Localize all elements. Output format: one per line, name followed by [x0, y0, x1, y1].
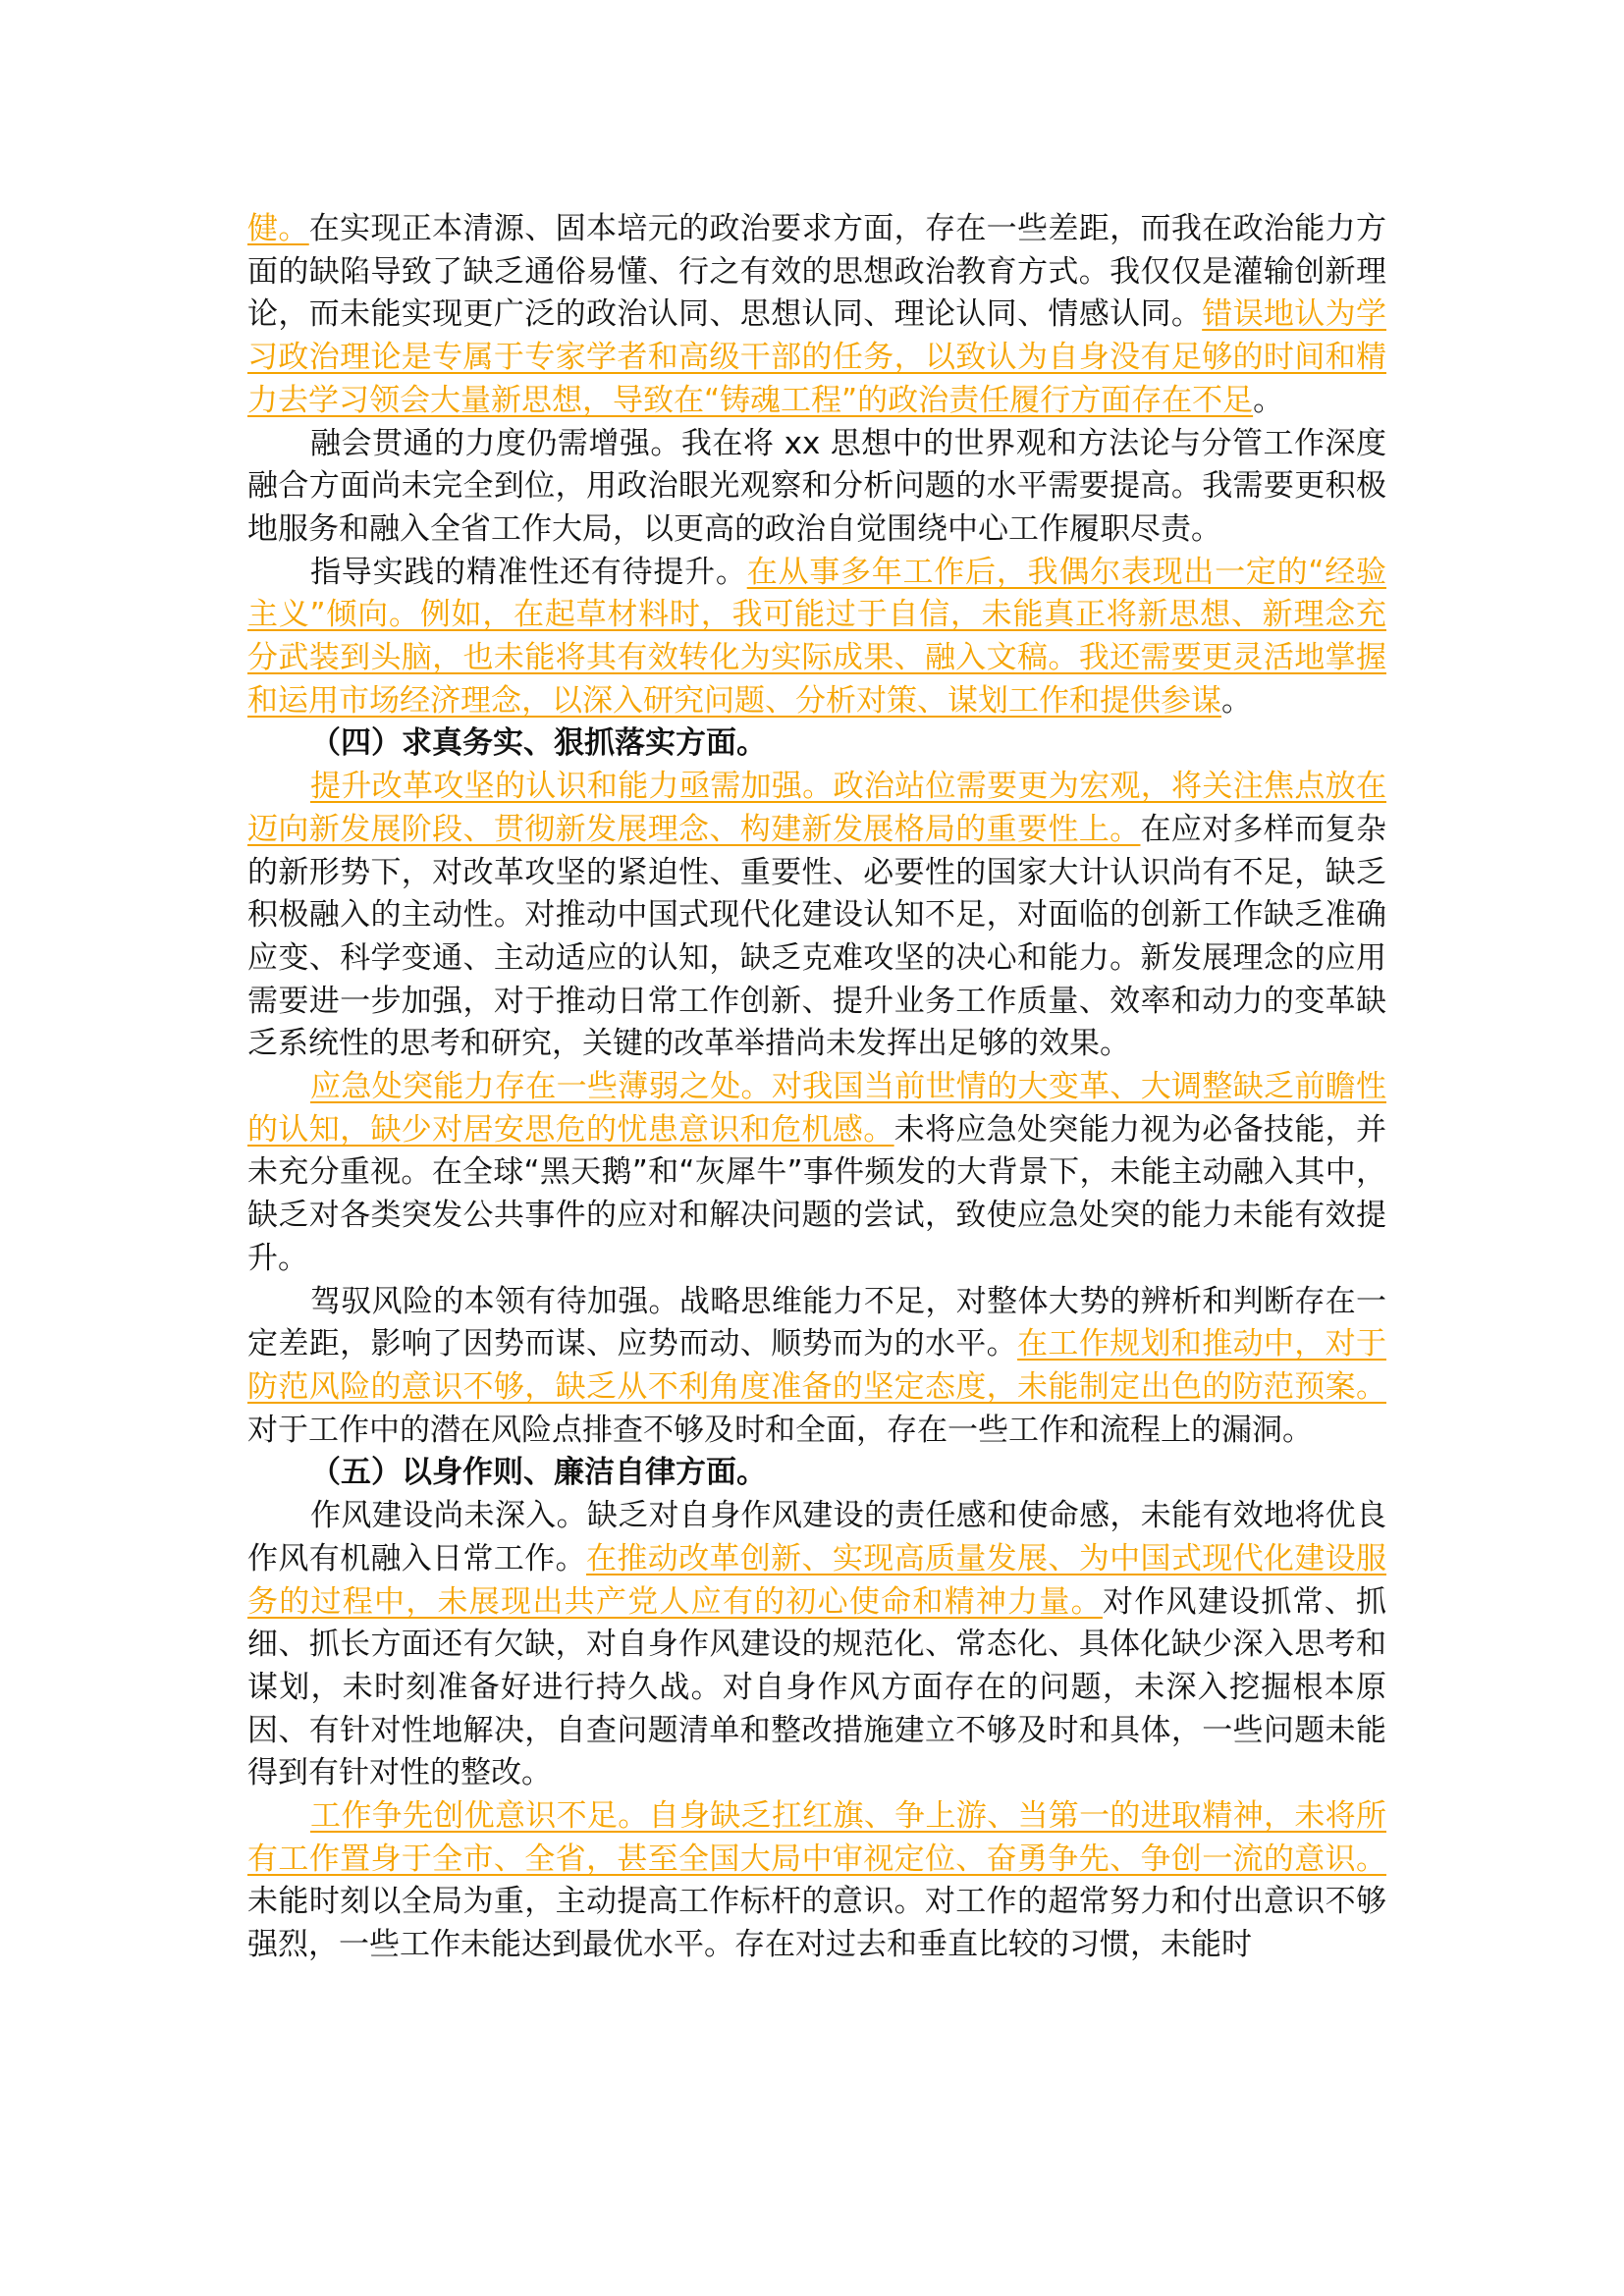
highlighted-text: 在推动改革创新、实现高质量发展、为中国式现代化建设服务的过程中，未展现出共产党人应有的初心使命和精神力量。: [247, 1540, 1387, 1620]
body-text: 在实现正本清源、固本培元的政治要求方面，存在一些差距，而我在政治能力方面的缺陷导致了缺乏通俗易懂、行之有效的思想政治教育方式。我仅仅是灌输创新理论，而未能实现更广泛的政治认同、思想认同、理论认同、情感认同。: [247, 211, 1387, 333]
body-text: 指导实践的精准性还有待提升。: [310, 554, 747, 590]
section-heading-five: （五）以身作则、廉洁自律方面。: [310, 1455, 767, 1491]
body-text: 未能时刻以全局为重，主动提高工作标杆的意识。对工作的超常努力和付出意识不够强烈，一些工作未能达到最优水平。存在对过去和垂直比较的习惯，未能时: [247, 1884, 1386, 1963]
paragraph-emergency: [247, 1066, 1386, 1281]
paragraph-practice-precision: [247, 552, 1386, 723]
body-text: 在应对多样而复杂的新形势下，对改革攻坚的紧迫性、重要性、必要性的国家大计认识尚有不足，缺乏积极融入的主动性。对推动中国式现代化建设认知不足，对面临的创新工作缺乏准确应变、科学变通、主动适应的认知，缺乏克难攻坚的决心和能力。新发展理念的应用需要进一步加强，对于推动日常工作创新、提升业务工作质量、效率和动力的变革缺乏系统性的思考和研究，关键的改革举措尚未发挥出足够的效果。: [247, 811, 1386, 1062]
body-text: 融会贯通的力度仍需增强。我在将 xx 思想中的世界观和方法论与分管工作深度融合方面尚未完全到位，用政治眼光观察和分析问题的水平需要提高。我需要更积极地服务和融入全省工作大局，以更高的政治自觉围绕中心工作履职尽责。: [247, 425, 1386, 547]
paragraph-integration: [247, 423, 1386, 552]
body-text: 。: [1253, 382, 1284, 418]
highlighted-text: 提升改革攻坚的认识和能力亟需加强。政治站位需要更为宏观，将关注焦点放在迈向新发展阶段、贯彻新发展理念、构建新发展格局的重要性上。: [247, 769, 1386, 847]
paragraph-political-ability: [247, 208, 1386, 423]
highlighted-text: 在工作规划和推动中，对于防范风险的意识不够，缺乏从不利角度准备的坚定态度，未能制定出色的防范预案。: [247, 1326, 1387, 1405]
body-text: 作风建设尚未深入。缺乏对自身作风建设的责任感和使命感，未能有效地将优良作风有机融入日常工作。: [247, 1498, 1386, 1576]
paragraph-reform: [247, 766, 1386, 1066]
paragraph-excellence: [247, 1795, 1386, 1967]
paragraph-risk: [247, 1281, 1386, 1453]
section-heading-four: （四）求真务实、狠抓落实方面。: [310, 725, 767, 762]
document-page: [247, 208, 1386, 1967]
body-text: 对于工作中的潜在风险点排查不够及时和全面，存在一些工作和流程上的漏洞。: [247, 1412, 1313, 1448]
highlighted-text: 健。: [247, 211, 309, 246]
paragraph-work-style: [247, 1495, 1386, 1795]
body-text: 对作风建设抓常、抓细、抓长方面还有欠缺，对自身作风建设的规范化、常态化、具体化缺少深入思考和谋划，未时刻准备好进行持久战。对自身作风方面存在的问题，未深入挖掘根本原因、有针对性地解决，自查问题清单和整改措施建立不够及时和具体，一些问题未能得到有针对性的整改。: [247, 1583, 1387, 1791]
body-text: 。: [1221, 682, 1252, 719]
body-text: 驾驭风险的本领有待加强。战略思维能力不足，对整体大势的辨析和判断存在一定差距，影响了因势而谋、应势而动、顺势而为的水平。: [247, 1283, 1386, 1362]
body-text: 未将应急处突能力视为必备技能，并未充分重视。在全球“黑天鹅”和“灰犀牛”事件频发的大背景下，未能主动融入其中，缺乏对各类突发公共事件的应对和解决问题的尝试，致使应急处突的能力未能有效提升。: [247, 1111, 1387, 1276]
highlighted-text: 在从事多年工作后，我偶尔表现出一定的“经验主义”倾向。例如，在起草材料时，我可能过于自信，未能真正将新思想、新理念充分武装到头脑，也未能将其有效转化为实际成果、融入文稿。我还需要更灵活地掌握和运用市场经济理念，以深入研究问题、分析对策、谋划工作和提供参谋: [247, 554, 1387, 719]
highlighted-text: 应急处突能力存在一些薄弱之处。对我国当前世情的大变革、大调整缺乏前瞻性的认知，缺少对居安思危的忧患意识和危机感。: [247, 1069, 1386, 1148]
highlighted-text: 工作争先创优意识不足。自身缺乏扛红旗、争上游、当第一的进取精神，未将所有工作置身于全市、全省，甚至全国大局中审视定位、奋勇争先、争创一流的意识。: [247, 1798, 1386, 1877]
highlighted-text: 错误地认为学习政治理论是专属于专家学者和高级干部的任务，以致认为自身没有足够的时间和精力去学习领会大量新思想，导致在“铸魂工程”的政治责任履行方面存在不足: [247, 296, 1387, 418]
